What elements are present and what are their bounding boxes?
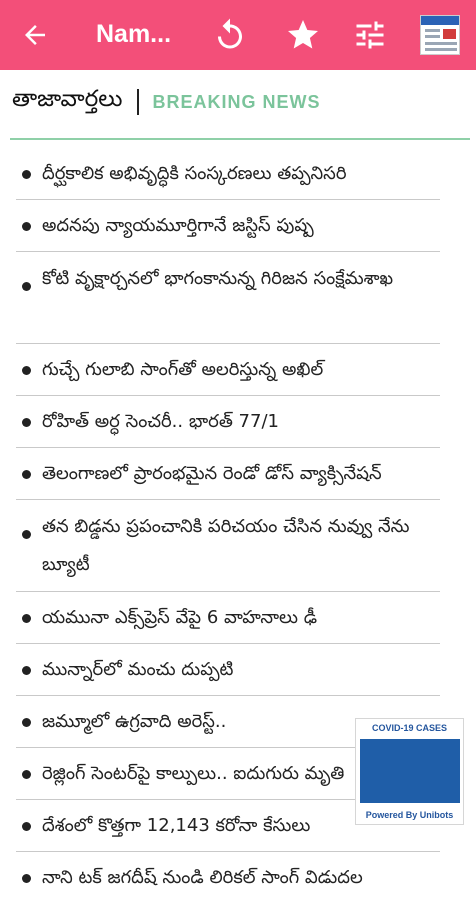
news-item[interactable] bbox=[16, 592, 440, 644]
news-headline: జమ్మూలో ఉగ్రవాది అరెస్ట్.. bbox=[42, 710, 227, 732]
news-headline: తన బిడ్డను ప్రపంచానికి పరిచయం చేసిన నువ్వు నేను బ్యూటీ bbox=[42, 516, 410, 575]
covid-widget-panel[interactable] bbox=[360, 739, 460, 803]
bullet-icon bbox=[22, 366, 31, 375]
news-headline: మున్నార్‌లో మంచు దుప్పటి bbox=[42, 658, 234, 680]
breaking-news-label: BREAKING NEWS bbox=[152, 91, 321, 112]
news-headline: దీర్ఘకాలిక అభివృద్ధికి సంస్కరణలు తప్పనిసరి bbox=[42, 162, 347, 184]
bullet-icon bbox=[22, 874, 31, 883]
bullet-icon bbox=[22, 282, 31, 291]
news-item[interactable] bbox=[16, 252, 440, 344]
bullet-icon bbox=[22, 470, 31, 479]
news-item[interactable] bbox=[16, 644, 440, 696]
header-divider bbox=[137, 89, 139, 115]
news-headline: రెజ్లింగ్ సెంటర్‌పై కాల్పులు.. ఐదుగురు మృతి bbox=[42, 762, 345, 784]
back-arrow-icon[interactable] bbox=[20, 20, 50, 50]
bullet-icon bbox=[22, 822, 31, 831]
app-bar bbox=[0, 0, 476, 70]
section-header bbox=[12, 86, 321, 118]
star-icon[interactable] bbox=[285, 17, 321, 53]
news-headline: యమునా ఎక్స్‌ప్రెస్ వేపై 6 వాహనాలు ఢీ bbox=[42, 606, 318, 628]
bullet-icon bbox=[22, 718, 31, 727]
app-title: Nam... bbox=[96, 20, 172, 48]
header-underline bbox=[10, 138, 470, 140]
news-item[interactable] bbox=[16, 396, 440, 448]
news-headline: గుచ్చే గులాబి సాంగ్‌తో అలరిస్తున్న అఖిల్ bbox=[42, 358, 324, 380]
bullet-icon bbox=[22, 170, 31, 179]
tune-icon[interactable] bbox=[352, 17, 388, 53]
covid-widget-label: COVID-19 CASES bbox=[371, 723, 448, 733]
bullet-icon bbox=[22, 770, 31, 779]
section-title: తాజావార్తలు bbox=[12, 86, 123, 112]
news-headline: దేశంలో కొత్తగా 12,143 కరోనా కేసులు bbox=[42, 814, 311, 836]
news-item[interactable] bbox=[16, 500, 440, 592]
news-item[interactable] bbox=[16, 448, 440, 500]
bullet-icon bbox=[22, 530, 31, 539]
bullet-icon bbox=[22, 222, 31, 231]
news-headline: తెలంగాణలో ప్రారంభమైన రెండో డోస్ వ్యాక్సినేషన్ bbox=[42, 462, 382, 484]
newspaper-icon[interactable] bbox=[420, 15, 460, 55]
news-headline: కోటి వృక్షార్చనలో భాగంకానున్న గిరిజన సంక్షేమశాఖ bbox=[42, 268, 394, 289]
covid-cases-widget[interactable] bbox=[355, 718, 464, 825]
bullet-icon bbox=[22, 418, 31, 427]
news-headline: నాని టక్ జగదీష్ నుండి లిరికల్ సాంగ్ విడుదల bbox=[42, 866, 363, 888]
bullet-icon bbox=[22, 666, 31, 675]
news-headline: రోహిత్ అర్ధ సెంచరీ.. భారత్ 77/1 bbox=[42, 410, 279, 432]
bullet-icon bbox=[22, 614, 31, 623]
news-headline: అదనపు న్యాయమూర్తిగానే జస్టిస్ పుష్ప bbox=[42, 214, 314, 236]
news-item[interactable] bbox=[16, 344, 440, 396]
news-item[interactable] bbox=[16, 200, 440, 252]
news-item[interactable] bbox=[16, 148, 440, 200]
news-item[interactable] bbox=[16, 852, 440, 900]
powered-by-label: Powered By Unibots bbox=[365, 810, 454, 820]
refresh-icon[interactable] bbox=[212, 17, 248, 53]
